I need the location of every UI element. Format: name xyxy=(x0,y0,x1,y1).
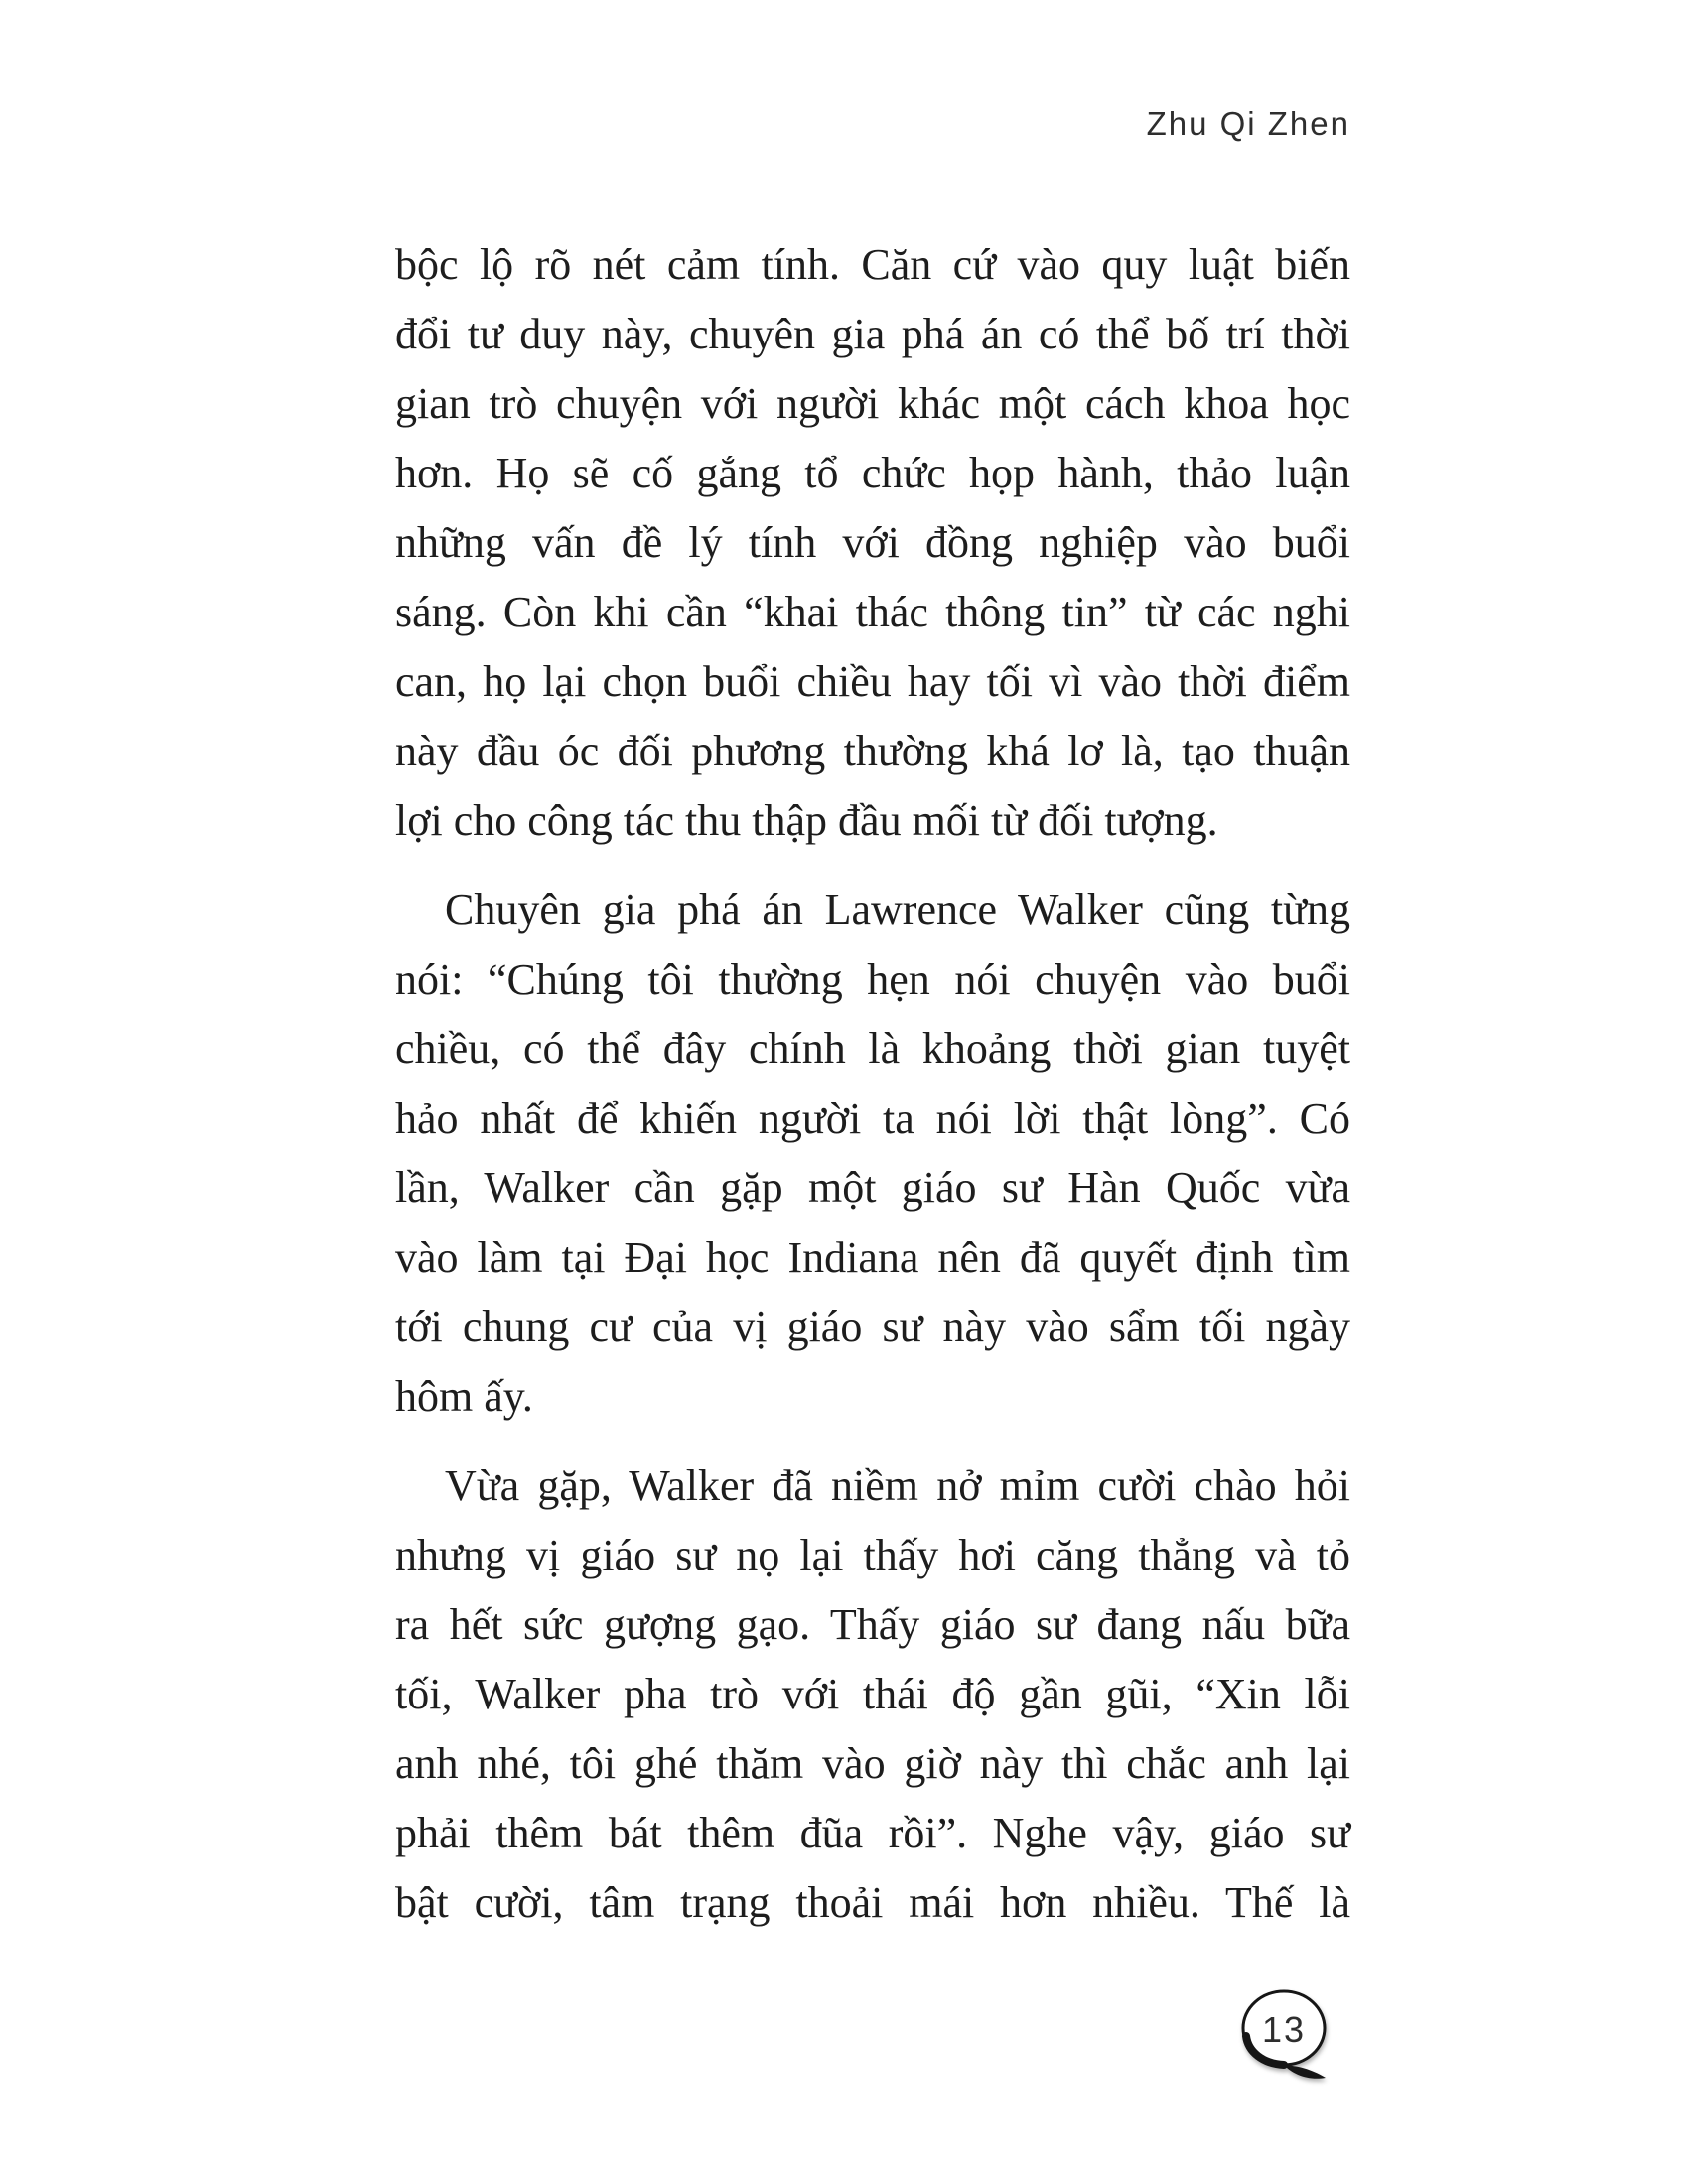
text-line: lần, Walker cần gặp một giáo sư Hàn Quốc vừa xyxy=(395,1163,1350,1212)
paragraph xyxy=(395,230,1350,856)
text-line: hôm ấy. xyxy=(395,1372,533,1421)
text-line: hảo nhất để khiến người ta nói lời thật lòng”. Có xyxy=(395,1094,1350,1143)
text-line: sáng. Còn khi cần “khai thác thông tin” từ các nghi xyxy=(395,588,1350,636)
body-text xyxy=(395,230,1350,1938)
text-line: nhưng vị giáo sư nọ lại thấy hơi căng thẳng và tỏ xyxy=(395,1531,1350,1579)
text-line: gian trò chuyện với người khác một cách khoa học xyxy=(395,379,1350,428)
text-line: Vừa gặp, Walker đã niềm nở mỉm cười chào hỏi xyxy=(445,1461,1350,1510)
page-number: 13 xyxy=(1261,2009,1307,2050)
text-line: này đầu óc đối phương thường khá lơ là, tạo thuận xyxy=(395,727,1350,775)
text-line: can, họ lại chọn buổi chiều hay tối vì vào thời điểm xyxy=(395,657,1350,706)
text-line: hơn. Họ sẽ cố gắng tổ chức họp hành, thảo luận xyxy=(395,449,1350,497)
text-line: ra hết sức gượng gạo. Thấy giáo sư đang nấu bữa xyxy=(395,1600,1350,1649)
text-line: phải thêm bát thêm đũa rồi”. Nghe vậy, giáo sư xyxy=(395,1809,1350,1857)
text-line: bộc lộ rõ nét cảm tính. Căn cứ vào quy luật biến xyxy=(395,240,1350,289)
text-line: tối, Walker pha trò với thái độ gần gũi, “Xin lỗi xyxy=(395,1670,1350,1718)
text-line: anh nhé, tôi ghé thăm vào giờ này thì chắc anh lại xyxy=(395,1739,1350,1788)
text-line: những vấn đề lý tính với đồng nghiệp vào buổi xyxy=(395,518,1350,567)
text-line: chiều, có thể đây chính là khoảng thời gian tuyệt xyxy=(395,1024,1350,1073)
text-line: tới chung cư của vị giáo sư này vào sẩm tối ngày xyxy=(395,1302,1350,1351)
text-line: lợi cho công tác thu thập đầu mối từ đối tượng. xyxy=(395,796,1218,845)
page-number-bubble xyxy=(1239,1987,1338,2087)
paragraph xyxy=(395,1451,1350,1938)
paragraph xyxy=(395,876,1350,1432)
text-line: vào làm tại Đại học Indiana nên đã quyết định tìm xyxy=(395,1233,1350,1282)
text-line: nói: “Chúng tôi thường hẹn nói chuyện vào buổi xyxy=(395,955,1350,1004)
running-header: Zhu Qi Zhen xyxy=(1146,105,1350,142)
text-line: đổi tư duy này, chuyên gia phá án có thể bố trí thời xyxy=(395,310,1350,358)
text-line: Chuyên gia phá án Lawrence Walker cũng từng xyxy=(445,886,1350,934)
text-line: bật cười, tâm trạng thoải mái hơn nhiều. Thế là xyxy=(395,1878,1350,1927)
